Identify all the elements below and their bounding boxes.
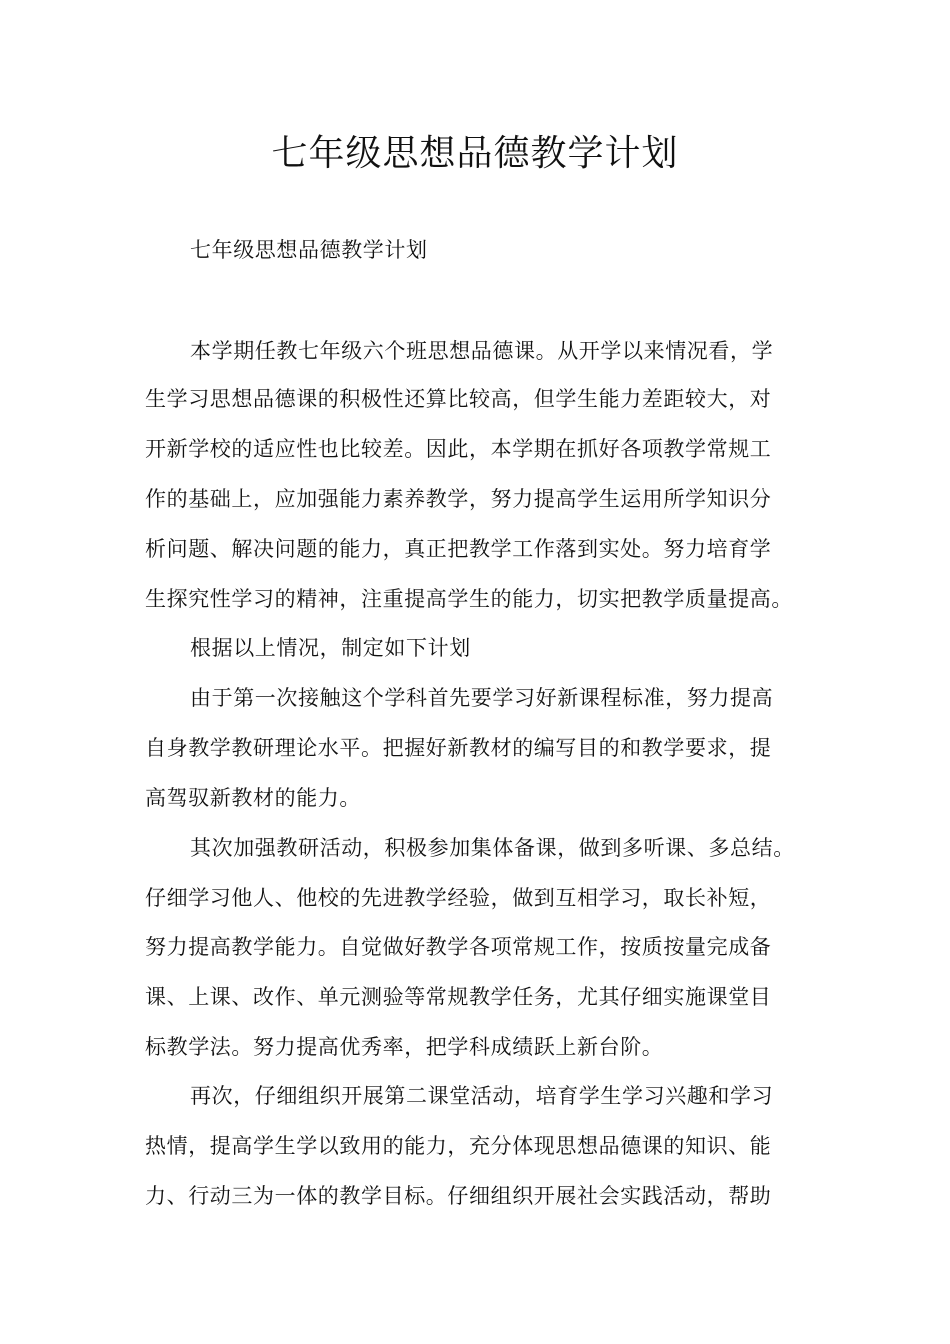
paragraph-line: 热情，提高学生学以致用的能力，充分体现思想品德课的知识、能 [145, 1134, 772, 1158]
paragraph-line: 其次加强教研活动，积极参加集体备课，做到多听课、多总结。 [190, 836, 795, 860]
paragraph-line: 再次，仔细组织开展第二课堂活动，培育学生学习兴趣和学习 [190, 1084, 774, 1108]
paragraph-line: 努力提高教学能力。自觉做好教学各项常规工作，按质按量完成备 [145, 935, 772, 959]
document-subtitle: 七年级思想品德教学计划 [190, 238, 428, 262]
paragraph-line: 仔细学习他人、他校的先进教学经验，做到互相学习，取长补短， [145, 886, 772, 910]
paragraph-line: 生学习思想品德课的积极性还算比较高，但学生能力差距较大，对 [145, 387, 772, 411]
paragraph-line: 力、行动三为一体的教学目标。仔细组织开展社会实践活动，帮助 [145, 1184, 772, 1208]
document-title: 七年级思想品德教学计划 [271, 133, 679, 174]
paragraph-line: 生探究性学习的精神，注重提高学生的能力，切实把教学质量提高。 [145, 587, 793, 611]
paragraph-line: 高驾驭新教材的能力。 [145, 786, 361, 810]
paragraph-line: 自身教学教研理论水平。把握好新教材的编写目的和教学要求，提 [145, 736, 772, 760]
paragraph-line: 析问题、解决问题的能力，真正把教学工作落到实处。努力培育学 [145, 537, 772, 561]
paragraph-line: 根据以上情况，制定如下计划 [190, 636, 471, 660]
paragraph-line: 课、上课、改作、单元测验等常规教学任务，尤其仔细实施课堂目 [145, 985, 772, 1009]
paragraph-line: 标教学法。努力提高优秀率，把学科成绩跃上新台阶。 [145, 1035, 664, 1059]
paragraph-line: 由于第一次接触这个学科首先要学习好新课程标准，努力提高 [190, 686, 774, 710]
paragraph-line: 作的基础上，应加强能力素养教学，努力提高学生运用所学知识分 [145, 487, 772, 511]
paragraph-line: 本学期任教七年级六个班思想品德课。从开学以来情况看，学 [190, 339, 774, 363]
paragraph-line: 开新学校的适应性也比较差。因此，本学期在抓好各项教学常规工 [145, 437, 772, 461]
